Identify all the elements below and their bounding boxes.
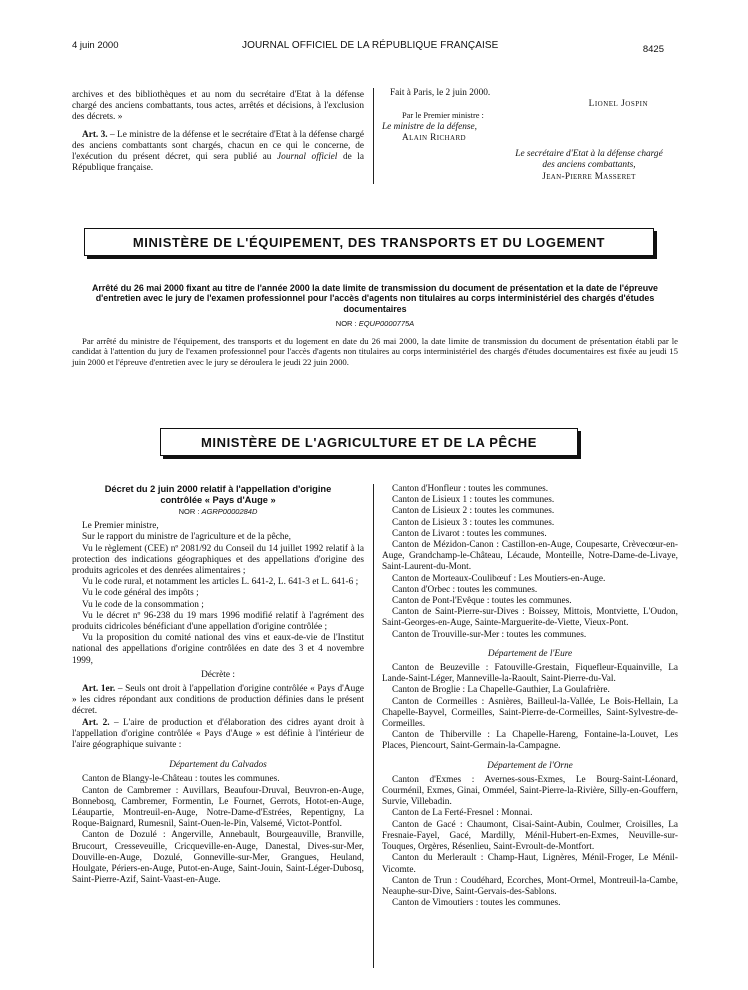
canton-entry: Canton du Merlerault : Champ-Haut, Lignères, Ménil-Froger, Le Ménil-Vicomte. xyxy=(382,853,678,875)
article-2-label: Art. 2. xyxy=(82,717,110,728)
article-2 xyxy=(72,718,364,752)
calvados-cantons-right xyxy=(382,484,678,641)
canton-entry: Canton de Saint-Pierre-sur-Dives : Boissey, Mittois, Montviette, L'Oudon, Saint-Georges-en-Auge, Sainte-Marguerite-de-Viette, Vieux-Pont. xyxy=(382,607,678,629)
decree-right-column xyxy=(382,484,678,909)
decree-visa-paragraph: Vu le code de la consommation ; xyxy=(82,599,204,610)
decree-visa-paragraph: Vu la proposition du comité national des vins et eaux-de-vie de l'Institut national des appellations d'origine contrôlées en date des 3 et 4 novembre 1999, xyxy=(72,633,364,666)
canton-entry: Canton d'Orbec : toutes les communes. xyxy=(392,584,538,595)
top-left-column xyxy=(72,90,364,174)
article-3-text-a: – Le ministre de la défense et le secrétaire d'Etat à la défense chargé des anciens combattants sont chargés, chacun en ce qui le concerne, de l'exécution du présent décret, qui sera publié au xyxy=(72,129,364,163)
dept-orne-heading: Département de l'Orne xyxy=(487,760,573,771)
decree-visa-paragraph: Le Premier ministre, xyxy=(82,521,159,532)
canton-entry: Canton de Livarot : toutes les communes. xyxy=(392,528,547,539)
arrete-title: Arrêté du 26 mai 2000 fixant au titre de l'année 2000 la date limite de transmission du document de présentation et la date de l'épreuve d'entretien avec le jury de l'examen professionnel pour l'accès d'agents non titulaires au corps interministériel des chargés d'études documentaires xyxy=(92,283,658,314)
decree-visa-paragraph: Vu le code général des impôts ; xyxy=(82,588,199,599)
calvados-cantons-left xyxy=(72,774,364,886)
canton-entry: Canton d'Exmes : Avernes-sous-Exmes, Le Bourg-Saint-Léonard, Courménil, Exmes, Ginai, Omméel, Saint-Pierre-la-Rivière, Silly-en-Gouffern, Survie, Villebadin. xyxy=(382,774,678,808)
header-date: 4 juin 2000 xyxy=(72,40,119,51)
decree-visa-paragraph: Vu le règlement (CEE) nº 2081/92 du Conseil du 14 juillet 1992 relatif à la protection des indications géographiques et des appellations d'origine des produits agricoles et des denrées alimentaires ; xyxy=(72,543,364,576)
canton-entry: Canton d'Honfleur : toutes les communes. xyxy=(392,484,549,494)
archives-paragraph: archives et des bibliothèques et au nom du secrétaire d'Etat à la défense chargé des anciens combattants, tous actes, arrêtés et décisions, à l'exclusion des décrets. » xyxy=(72,90,364,123)
decree-title: Décret du 2 juin 2000 relatif à l'appellation d'origine contrôlée « Pays d'Auge » xyxy=(104,484,332,505)
decree-visa-paragraph: Sur le rapport du ministre de l'agriculture et de la pêche, xyxy=(82,532,291,543)
arrete-nor-code: EQUP0000775A xyxy=(358,318,415,328)
orne-cantons xyxy=(382,775,678,909)
canton-entry: Canton de Cormeilles : Asnières, Bailleul-la-Vallée, Le Bois-Hellain, La Chapelle-Bayvel, Cormeilles, Saint-Pierre-de-Cormeilles, Saint-Sylvestre-de-Cormeilles. xyxy=(382,696,678,730)
decree-nor-code: AGRP0000284D xyxy=(201,507,258,517)
canton-entry: Canton de Thiberville : La Chapelle-Hareng, Fontaine-la-Louvet, Les Places, Piencourt, Saint-Germain-la-Campagne. xyxy=(382,730,678,752)
article-3 xyxy=(72,130,364,175)
article-3-label: Art. 3. xyxy=(82,129,108,140)
canton-entry: Canton de Lisieux 3 : toutes les communes. xyxy=(392,517,555,528)
decree-visa-paragraph: Vu le code rural, et notamment les articles L. 641-2, L. 641-3 et L. 641-6 ; xyxy=(82,577,359,588)
decree-nor xyxy=(72,507,364,516)
ministry-agriculture-banner xyxy=(160,428,578,456)
canton-entry: Canton de Lisieux 1 : toutes les communes. xyxy=(392,495,555,506)
arrete-nor xyxy=(72,319,678,328)
article-2-text: – L'aire de production et d'élaboration des cidres ayant droit à l'appellation d'origine contrôlée « Pays d'Auge » est définie à l'intérieur de l'aire géographique suivante : xyxy=(72,717,364,751)
canton-entry: Canton de Broglie : La Chapelle-Gauthier, La Goulafrière. xyxy=(392,685,610,696)
decrete: Décrète : xyxy=(201,669,235,680)
canton-entry: Canton de Gacé : Chaumont, Cisai-Saint-Aubin, Coulmer, Croisilles, La Fresnaie-Fayel, Gacé, Mardilly, Ménil-Hubert-en-Exmes, Neuville-sur-Touques, Orgères, Résenlieu, Saint-Evroult-de-Montfort. xyxy=(382,819,678,853)
dept-calvados-heading: Département du Calvados xyxy=(169,760,267,771)
article-3-text-b: de la République française. xyxy=(72,152,365,174)
canton-entry: Canton de Morteaux-Coulibœuf : Les Moutiers-en-Auge. xyxy=(392,573,606,584)
secretary-name: Jean-Pierre Masseret xyxy=(542,171,636,182)
signature-block xyxy=(382,88,678,183)
canton-entry: Canton de Trun : Coudéhard, Ecorches, Mont-Ormel, Montreuil-la-Cambe, Neauphe-sur-Dive, Saint-Gervais-des-Sablons. xyxy=(382,875,678,897)
signer-prime-minister: Lionel Jospin xyxy=(588,98,648,109)
page-header xyxy=(72,40,664,54)
header-journal-title: JOURNAL OFFICIEL DE LA RÉPUBLIQUE FRANÇAISE xyxy=(242,40,499,51)
canton-entry: Canton de Pont-l'Evêque : toutes les communes. xyxy=(392,596,572,607)
arrete-section xyxy=(72,283,678,367)
column-divider-bottom xyxy=(373,484,374,968)
canton-entry: Canton de Trouville-sur-Mer : toutes les communes. xyxy=(392,629,587,640)
decree-visas xyxy=(72,521,364,667)
decree-left-column xyxy=(72,484,364,886)
article-1-label: Art. 1er. xyxy=(82,684,116,695)
canton-entry: Canton de Vimoutiers : toutes les communes. xyxy=(392,898,561,909)
canton-entry: Canton de Cambremer : Auvillars, Beaufour-Druval, Beuvron-en-Auge, Bonnebosq, Cambremer, Formentin, Le Fournet, Gerrots, Hotot-en-Auge, Léaupartie, Montreuil-en-Auge, Notre-Dame-d'Estrées, Repentigny, La Roque-Baignard, Rumesnil, Saint-Ouen-le-Pin, Valsemé, Victot-Pontfol. xyxy=(72,785,364,830)
secretary-title: Le secrétaire d'Etat à la défense chargé des anciens combattants, xyxy=(515,148,663,170)
par-le-premier-ministre: Par le Premier ministre : xyxy=(402,111,484,120)
article-1 xyxy=(72,684,364,718)
fait-a-paris: Fait à Paris, le 2 juin 2000. xyxy=(390,88,491,98)
header-page-number: 8425 xyxy=(642,44,664,55)
canton-entry: Canton de Dozulé : Angerville, Annebault, Bourgeauville, Branville, Brucourt, Cresseveuille, Cricqueville-en-Auge, Danestal, Dives-sur-Mer, Douville-en-Auge, Dozulé, Gonneville-sur-Mer, Grangues, Heuland, Houlgate, Périers-en-Auge, Putot-en-Auge, Saint-Jouin, Saint-Léger-Dubosq, Saint-Pierre-Azif, Saint-Vaast-en-Auge. xyxy=(72,830,364,886)
canton-entry: Canton de Mézidon-Canon : Castillon-en-Auge, Coupesarte, Crèvecœur-en-Auge, Grandchamp-le-Château, Lécaude, Monteille, Notre-Dame-de-Livaye, Saint-Laurent-du-Mont. xyxy=(382,540,678,573)
minister-title: Le ministre de la défense, xyxy=(382,121,477,132)
canton-entry: Canton de La Ferté-Fresnel : Monnai. xyxy=(392,808,533,819)
canton-entry: Canton de Lisieux 2 : toutes les communes. xyxy=(392,506,555,517)
dept-eure-heading: Département de l'Eure xyxy=(487,648,573,659)
arrete-body: Par arrêté du ministre de l'équipement, des transports et du logement en date du 26 mai 2000, la date limite de transmission du document de présentation établi par le candidat à l'attention du jury de l'examen professionnel pour l'accès d'agents non titulaires au corps interministériel des chargés d'études documentaires est fixée au jeudi 15 juin 2000 et l'épreuve d'entretien avec le jury se déroulera le jeudi 22 juin 2000. xyxy=(72,335,678,367)
ministry-equipement-title: MINISTÈRE DE L'ÉQUIPEMENT, DES TRANSPORTS ET DU LOGEMENT xyxy=(132,234,606,250)
decree-visa-paragraph: Vu le décret nº 96-238 du 19 mars 1996 modifié relatif à l'agrément des produits cidricoles bénéficiant d'une appellation d'origine contrôlée ; xyxy=(72,610,364,633)
column-divider-top xyxy=(373,88,374,184)
decree-nor-label: NOR : xyxy=(178,507,202,517)
canton-entry: Canton de Blangy-le-Château : toutes les communes. xyxy=(82,774,280,785)
eure-cantons xyxy=(382,663,678,753)
ministry-equipement-banner xyxy=(84,228,654,256)
ministry-agriculture-title: MINISTÈRE DE L'AGRICULTURE ET DE LA PÊCHE xyxy=(200,434,538,450)
article-1-text: – Seuls ont droit à l'appellation d'origine contrôlée « Pays d'Auge » les cidres répondant aux conditions de production définies dans le présent décret. xyxy=(72,684,364,717)
arrete-nor-label: NOR : xyxy=(335,318,359,328)
canton-entry: Canton de Beuzeville : Fatouville-Grestain, Fiquefleur-Equainville, La Lande-Saint-Léger, Manneville-la-Raoult, Saint-Pierre-du-Val. xyxy=(382,663,678,685)
article-3-journal: Journal officiel xyxy=(277,152,338,163)
minister-name: Alain Richard xyxy=(402,133,466,143)
